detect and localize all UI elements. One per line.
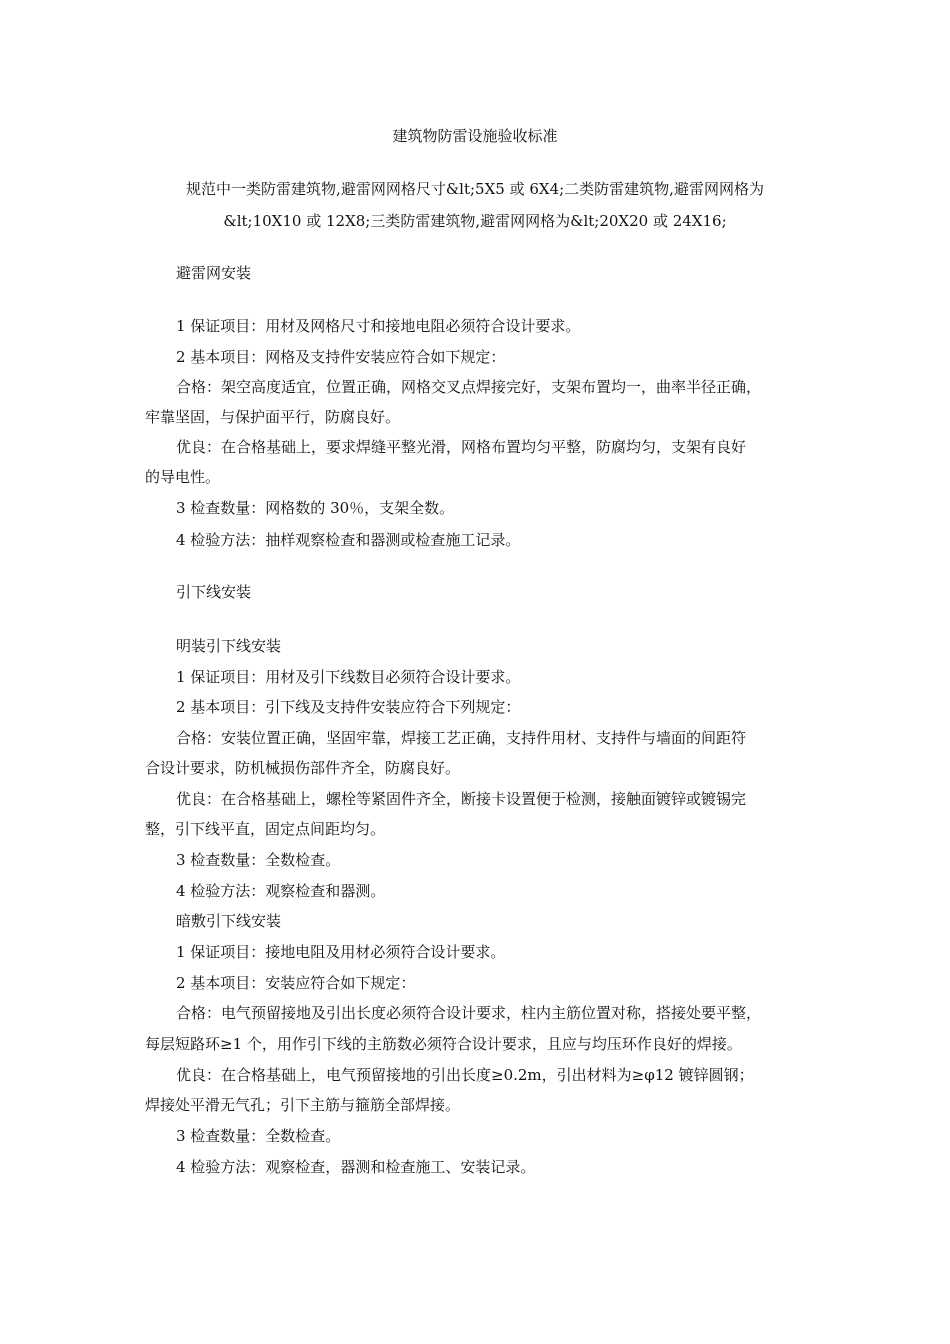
mesh-item-3: 3 检查数量：网格数的 30％，支架全数。	[176, 499, 455, 517]
exposed-item-3: 3 检查数量：全数检查。	[176, 851, 341, 869]
mesh-item-1: 1 保证项目：用材及网格尺寸和接地电阻必须符合设计要求。	[176, 317, 581, 335]
concealed-item-1: 1 保证项目：接地电阻及用材必须符合设计要求。	[176, 943, 506, 961]
exposed-item-4: 4 检验方法：观察检查和器测。	[176, 882, 386, 900]
section-heading-downconductor: 引下线安装	[176, 583, 252, 601]
section-heading-mesh: 避雷网安装	[176, 264, 252, 282]
exposed-pass-line-1: 合格：安装位置正确，坚固牢靠，焊接工艺正确，支持件用材、支持件与墙面的间距符	[176, 729, 747, 747]
concealed-item-4: 4 检验方法：观察检查，器测和检查施工、安装记录。	[176, 1158, 536, 1176]
exposed-pass-line-2: 合设计要求，防机械损伤部件齐全，防腐良好。	[145, 759, 461, 777]
concealed-item-2: 2 基本项目：安装应符合如下规定：	[176, 974, 416, 992]
exposed-good-line-1: 优良：在合格基础上，螺栓等紧固件齐全，断接卡设置便于检测，接触面镀锌或镀锡完	[176, 790, 747, 808]
mesh-good-line-1: 优良：在合格基础上，要求焊缝平整光滑，网格布置均匀平整，防腐均匀，支架有良好	[176, 438, 747, 456]
mesh-pass-line-1: 合格：架空高度适宜，位置正确，网格交叉点焊接完好，支架布置均一，曲率半径正确，	[176, 378, 762, 396]
intro-line-1: 规范中一类防雷建筑物,避雷网网格尺寸&lt;5X5 或 6X4;二类防雷建筑物,避雷网网格为	[186, 180, 764, 198]
exposed-good-line-2: 整，引下线平直，固定点间距均匀。	[145, 820, 386, 838]
concealed-pass-line-2: 每层短路环≥1 个，用作引下线的主筋数必须符合设计要求，且应与均压环作良好的焊接。	[145, 1035, 742, 1053]
mesh-item-2: 2 基本项目：网格及支持件安装应符合如下规定：	[176, 348, 506, 366]
concealed-item-3: 3 检查数量：全数检查。	[176, 1127, 341, 1145]
concealed-good-line-1: 优良：在合格基础上，电气预留接地的引出长度≥0.2m，引出材料为≥φ12 镀锌圆钢；	[176, 1066, 754, 1084]
intro-line-2: &lt;10X10 或 12X8;三类防雷建筑物,避雷网网格为&lt;20X20 或 24X16;	[223, 212, 727, 230]
subsection-heading-exposed: 明装引下线安装	[176, 637, 282, 655]
mesh-pass-line-2: 牢靠坚固，与保护面平行，防腐良好。	[145, 408, 401, 426]
page-title: 建筑物防雷设施验收标准	[392, 127, 558, 145]
concealed-pass-line-1: 合格：电气预留接地及引出长度必须符合设计要求，柱内主筋位置对称，搭接处要平整，	[176, 1004, 762, 1022]
subsection-heading-concealed: 暗敷引下线安装	[176, 912, 282, 930]
concealed-good-line-2: 焊接处平滑无气孔；引下主筋与箍筋全部焊接。	[145, 1096, 461, 1114]
mesh-good-line-2: 的导电性。	[145, 468, 221, 486]
exposed-item-2: 2 基本项目：引下线及支持件安装应符合下列规定：	[176, 698, 521, 716]
mesh-item-4: 4 检验方法：抽样观察检查和器测或检查施工记录。	[176, 531, 521, 549]
exposed-item-1: 1 保证项目：用材及引下线数目必须符合设计要求。	[176, 668, 521, 686]
